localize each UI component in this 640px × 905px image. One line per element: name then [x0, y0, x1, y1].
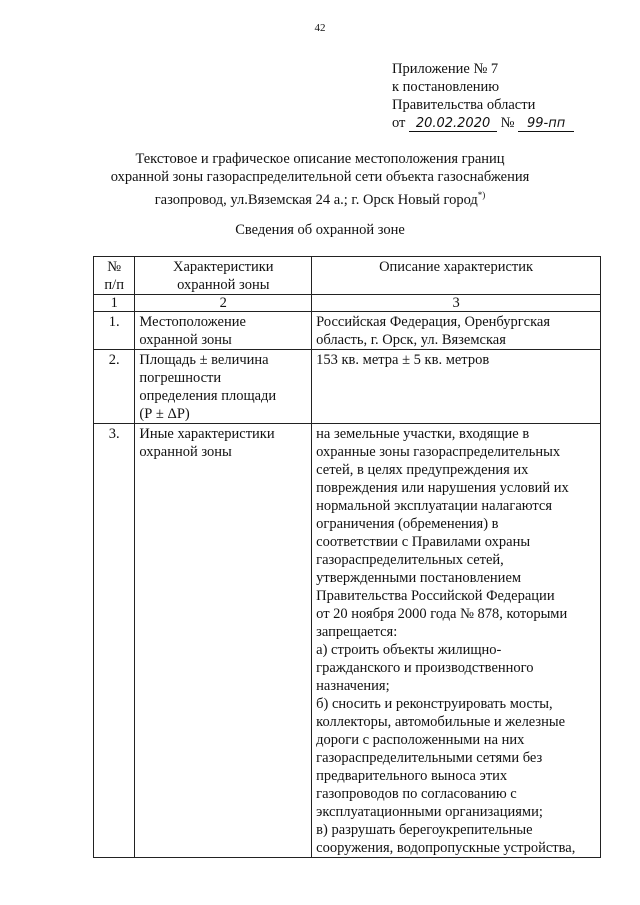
description-line: б) сносить и реконструировать мосты,: [316, 696, 553, 712]
header-description: Описание характеристик: [312, 257, 601, 295]
header-number: № п/п: [94, 257, 135, 295]
column-number-row: [94, 295, 601, 312]
description-line: эксплуатационными организациями;: [316, 804, 543, 820]
description-line: Правительства Российской Федерации: [316, 588, 555, 604]
row-description: [312, 424, 601, 858]
description-line: запрещается:: [316, 624, 398, 640]
row-number: 3.: [94, 424, 135, 858]
description-line: газораспределительных сетей,: [316, 552, 504, 568]
number-label: №: [500, 115, 515, 131]
description-line: а) строить объекты жилищно-: [316, 642, 502, 658]
handwritten-number: 99-пп: [518, 117, 574, 132]
table-row: [94, 350, 601, 424]
description-line: газопроводов по согласованию с: [316, 786, 517, 802]
description-line: в) разрушать берегоукрепительные: [316, 822, 533, 838]
table-row: [94, 424, 601, 858]
description-line: предварительного выноса этих: [316, 768, 508, 784]
description-line: газораспределительными сетями без: [316, 750, 543, 766]
description-line: утвержденными постановлением: [316, 570, 522, 586]
appendix-block: [392, 60, 574, 132]
description-line: гражданского и производственного: [316, 660, 534, 676]
from-label: от: [392, 115, 406, 131]
section-subtitle: Сведения об охранной зоне: [235, 222, 405, 238]
appendix-line-1: Приложение № 7: [392, 61, 499, 77]
description-line: нормальной эксплуатации налагаются: [316, 498, 553, 514]
header-characteristic: Характеристики охранной зоны: [135, 257, 312, 295]
appendix-date-line: [392, 114, 574, 132]
table-row: [94, 312, 601, 350]
page-number: 42: [314, 22, 326, 34]
column-number-3: 3: [312, 295, 601, 312]
row-characteristic: Площадь ± величина погрешности определения площади (Р ± ΔР): [135, 350, 312, 424]
row-number: 1.: [94, 312, 135, 350]
description-line: повреждения или нарушения условий их: [316, 480, 569, 496]
column-number-2: 2: [135, 295, 312, 312]
footnote-mark: *): [477, 190, 486, 200]
row-characteristic: Иные характеристики охранной зоны: [135, 424, 312, 858]
row-characteristic: Местоположение охранной зоны: [135, 312, 312, 350]
appendix-line-2: к постановлению: [392, 79, 500, 95]
row-description: [312, 350, 601, 424]
title-line-1: Текстовое и графическое описание местоположения границ: [135, 151, 505, 167]
description-line: 153 кв. метра ± 5 кв. метров: [316, 352, 490, 368]
description-line: сооружения, водопропускные устройства,: [316, 840, 576, 856]
description-line: дороги с расположенными на них: [316, 732, 525, 748]
description-line: на земельные участки, входящие в: [316, 426, 530, 442]
description-line: коллекторы, автомобильные и железные: [316, 714, 566, 730]
appendix-line-3: Правительства области: [392, 97, 536, 113]
row-number: 2.: [94, 350, 135, 424]
title-line-2: охранной зоны газораспределительной сети объекта газоснабжения: [110, 169, 530, 185]
description-line: охранные зоны газораспределительных: [316, 444, 561, 460]
description-line: Российская Федерация, Оренбургская: [316, 314, 551, 330]
description-line: область, г. Орск, ул. Вяземская: [316, 332, 506, 348]
description-line: от 20 ноября 2000 года № 878, которыми: [316, 606, 568, 622]
document-title: [0, 150, 640, 209]
zone-info-table: [93, 256, 601, 858]
table-header-row: [94, 257, 601, 295]
row-description: [312, 312, 601, 350]
title-line-3-text: газопровод, ул.Вяземская 24 а.; г. Орск Новый город: [154, 191, 478, 208]
handwritten-date: 20.02.2020: [409, 117, 497, 132]
column-number-1: 1: [94, 295, 135, 312]
title-line-3: [0, 186, 640, 209]
description-line: сетей, в целях предупреждения их: [316, 462, 529, 478]
description-line: назначения;: [316, 678, 390, 694]
description-line: соответствии с Правилами охраны: [316, 534, 531, 550]
description-line: ограничения (обременения) в: [316, 516, 499, 532]
